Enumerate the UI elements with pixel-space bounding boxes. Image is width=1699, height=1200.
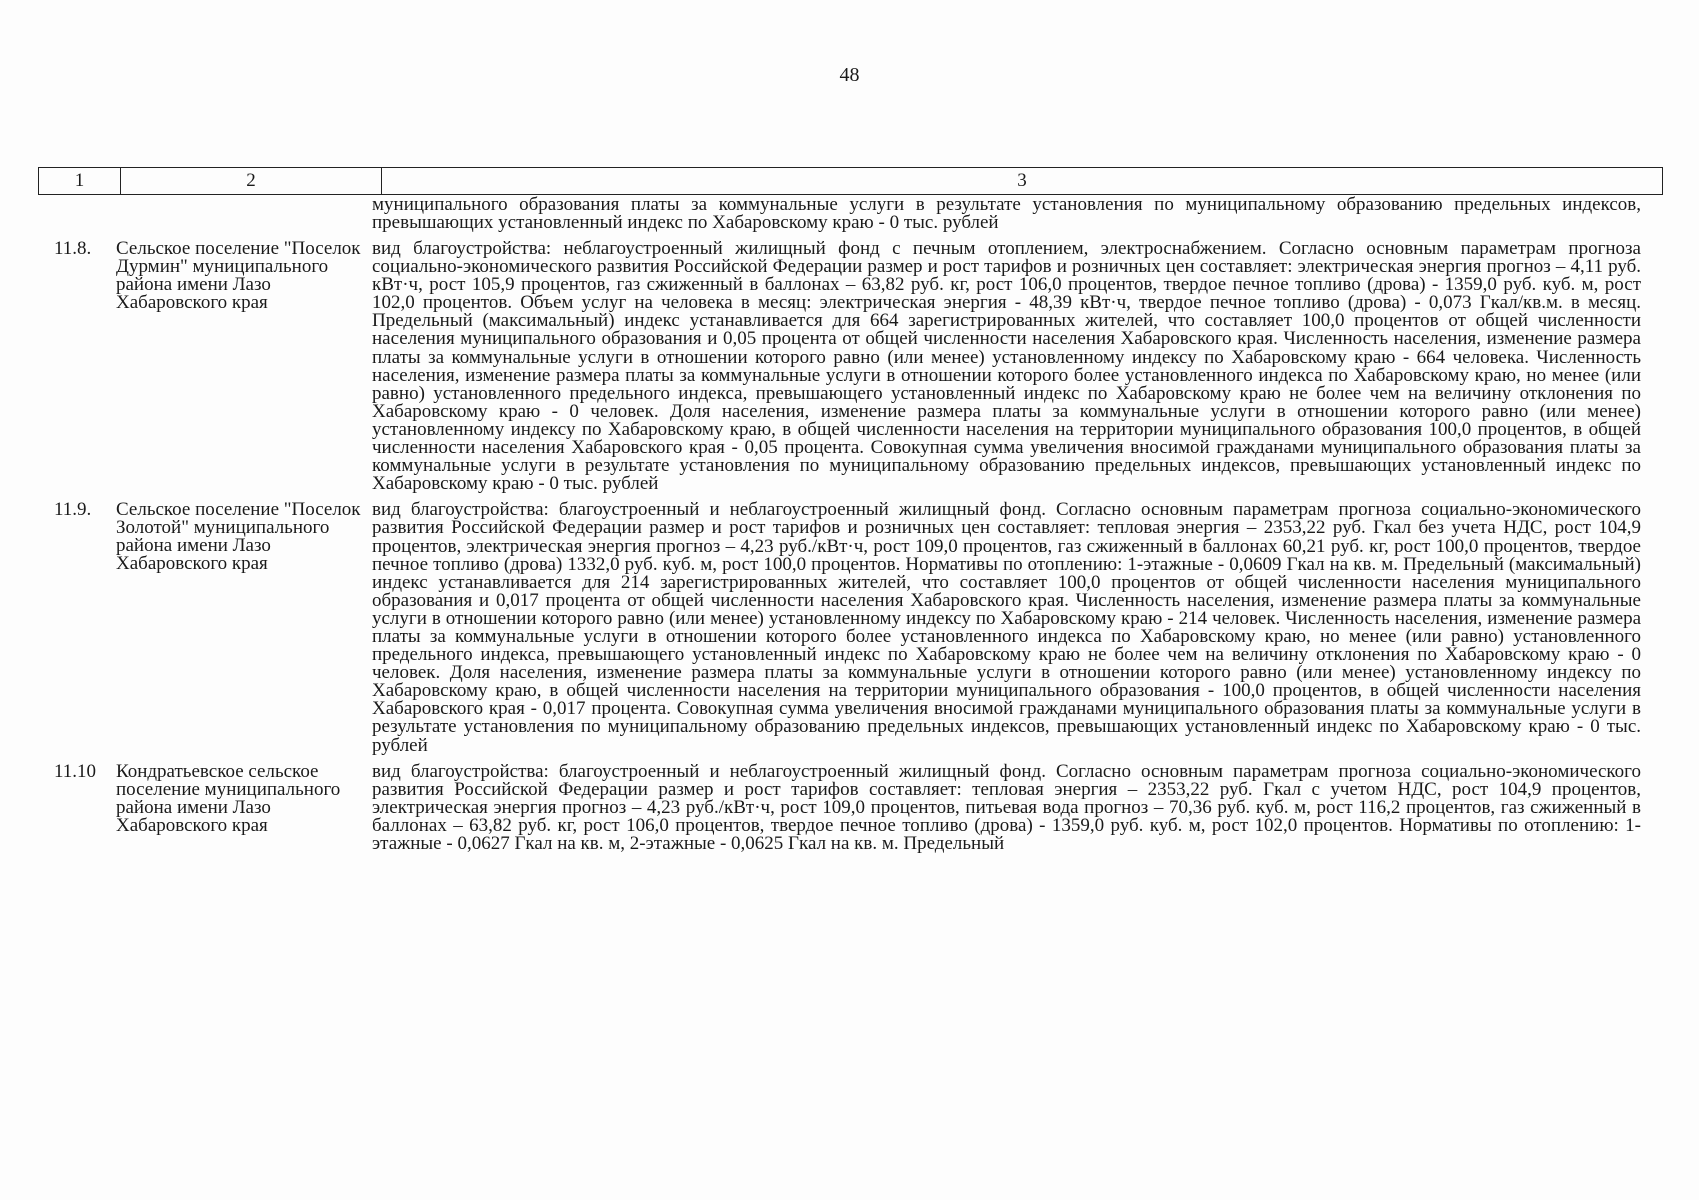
column-header-2: 2 — [121, 168, 382, 195]
row-number: 11.9. — [54, 499, 92, 521]
column-header-table — [38, 167, 1663, 195]
column-header-1: 1 — [39, 168, 121, 195]
row-number — [38, 196, 112, 232]
column-header-3: 3 — [382, 168, 1663, 195]
table-row-11-9 — [38, 501, 1663, 754]
document-body — [38, 196, 1663, 861]
table-row-11-8 — [38, 240, 1663, 493]
row-name: Сельское поселение "Поселок Золотой" муниципального района имени Лазо Хабаровского края — [116, 499, 361, 575]
column-header-row — [39, 168, 1663, 195]
continuation-row — [38, 196, 1663, 232]
row-description: вид благоустройства: благоустроенный и неблагоустроенный жилищный фонд. Согласно основным параметрам прогноза социально-экономического развития Российской Федерации размер и рост тарифов составляет: тепловая энергия – 2353,22 руб. Гкал с учетом НДС, рост 104,9 процентов, электрическая энергия прогноз – 4,23 руб./кВт·ч, рост 109,0 процентов, питьевая вода прогноз – 70,36 руб. куб. м, рост 116,2 процентов, газ сжиженный в баллонах – 63,82 руб. кг, рост 106,0 процентов, твердое печное топливо (дрова) - 1359,0 руб. куб. м, рост 102,0 процентов. Нормативы по отоплению: 1-этажные - 0,0627 Гкал на кв. м, 2-этажные - 0,0625 Гкал на кв. м. Предельный — [372, 760, 1641, 854]
row-number: 11.8. — [54, 238, 92, 259]
row-description: вид благоустройства: благоустроенный и неблагоустроенный жилищный фонд. Согласно основным параметрам прогноза социально-экономического развития Российской Федерации размер и рост тарифов и розничных цен составляет: тепловая энергия – 2353,22 руб. Гкал без учета НДС, рост 104,9 процентов, электрическая энергия прогноз – 4,23 руб./кВт·ч, рост 109,0 процентов, газ сжиженный в баллонах 60,21 руб. кг, рост 100,0 процентов, твердое печное топливо (дрова) 1332,0 руб. куб. м, рост 100,0 процентов. Нормативы по отоплению: 1-этажные - 0,0609 Гкал на кв. м. Предельный (максимальный) индекс устанавливается для 214 зарегистрированных жителей, что составляет 100,0 процентов от общей численности населения муниципального образования и 0,017 процента от общей численности населения Хабаровского края. Численность населения, изменение размера платы за коммунальные услуги в отношении которого равно (или менее) установленному индексу по Хабаровскому краю - 214 человек. Численность населения, изменение размера платы за коммунальные услуги в отношении которого более установленного индекса по Хабаровскому краю, но менее (или равно) установленного предельного индекса, превышающего установленный индекс по Хабаровскому краю не более чем на величину отклонения по Хабаровскому краю - 0 человек. Доля населения, изменение размера платы за коммунальные услуги в отношении которого равно (или менее) установленному индексу по Хабаровскому краю, в общей численности населения на территории муниципального образования - 100,0 процентов, в общей численности населения Хабаровского края - 0,017 процента. Совокупная сумма увеличения вносимой гражданами муниципального образования платы за коммунальные услуги в результате установления по муниципальному образованию предельных индексов, превышающих установленный индекс по Хабаровскому краю - 0 тыс. рублей — [372, 499, 1641, 756]
continuation-text: муниципального образования платы за коммунальные услуги в результате установления по муниципальному образованию предельных индексов, превышающих установленный индекс по Хабаровскому краю - 0 тыс. рублей — [372, 194, 1641, 233]
row-number: 11.10 — [54, 760, 97, 782]
table-row-11-10 — [38, 760, 1663, 854]
row-name: Сельское поселение "Поселок Дурмин" муниципального района имени Лазо Хабаровского края — [116, 238, 361, 313]
row-description: вид благоустройства: неблагоустроенный жилищный фонд с печным отоплением, электроснабжением. Согласно основным параметрам прогноза социально-экономического развития Российской Федерации размер и рост тарифов и розничных цен составляет: электрическая энергия прогноз – 4,11 руб. кВт·ч, рост 105,9 процентов, газ сжиженный в баллонах – 63,82 руб. кг, рост 106,0 процентов, твердое печное топливо (дрова) - 1359,0 руб. куб. м, рост 102,0 процентов. Объем услуг на человека в месяц: электрическая энергия - 48,39 кВт·ч, твердое печное топливо (дрова) - 0,073 Гкал/кв.м. в месяц. Предельный (максимальный) индекс устанавливается для 664 зарегистрированных жителей, что составляет 100,0 процентов от общей численности населения муниципального образования и 0,05 процента от общей численности населения Хабаровского края. Численность населения, изменение размера платы за коммунальные услуги в отношении которого равно (или менее) установленному индексу по Хабаровскому краю - 664 человека. Численность населения, изменение размера платы за коммунальные услуги в отношении которого более установленного индекса по Хабаровскому краю, но менее (или равно) установленного предельного индекса, превышающего установленный индекс по Хабаровскому краю не более чем на величину отклонения по Хабаровскому краю - 0 человек. Доля населения, изменение размера платы за коммунальные услуги в отношении которого равно (или менее) установленному индексу по Хабаровскому краю, в общей численности населения на территории муниципального образования 100,0 процентов, в общей численности населения Хабаровского края - 0,05 процента. Совокупная сумма увеличения вносимой гражданами муниципального образования платы за коммунальные услуги в результате установления по муниципальному образованию предельных индексов, превышающих установленный индекс по Хабаровскому краю - 0 тыс. рублей — [372, 238, 1641, 495]
page-number: 48 — [839, 64, 860, 86]
row-name: Кондратьевское сельское поселение муниципального района имени Лазо Хабаровского края — [116, 760, 341, 836]
row-name — [112, 196, 364, 232]
